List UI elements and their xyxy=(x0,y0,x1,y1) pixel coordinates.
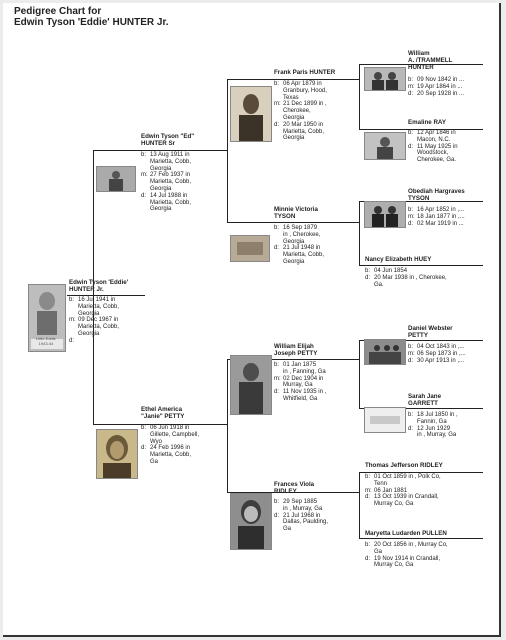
label-born: b: xyxy=(274,362,280,368)
married-value: 19 Apr 1864 in ... xyxy=(417,83,463,90)
connector-line xyxy=(274,359,359,360)
died-value xyxy=(283,389,326,403)
chart-title xyxy=(14,6,169,28)
connector-line xyxy=(141,150,228,151)
name-line: Maryetta Ludarden PULLEN xyxy=(365,530,447,537)
line: in , Cherokee, xyxy=(283,231,321,238)
name-line: HUNTER xyxy=(408,64,434,71)
label-died: d: xyxy=(141,445,147,452)
line: Marietta, Cobb, xyxy=(283,252,325,259)
line: Ga xyxy=(374,548,383,555)
connector-line xyxy=(359,201,360,265)
born-value: 09 Nov 1842 in ... xyxy=(417,77,465,83)
born-value: 04 Jun 1854 xyxy=(374,268,408,274)
line: 21 Jul 1948 in xyxy=(283,245,321,252)
name-line: RIDLEY xyxy=(274,488,297,495)
label-died: d: xyxy=(365,274,371,281)
person-p2-name xyxy=(141,133,194,147)
line: Georgia xyxy=(283,114,305,121)
connector-line xyxy=(359,472,360,538)
name-line: "Janie" PETTY xyxy=(141,413,185,420)
name-line: Daniel Webster xyxy=(408,325,453,332)
born-value xyxy=(417,412,458,426)
person-p5-name xyxy=(274,206,318,220)
born-value xyxy=(150,152,191,172)
person-p10-info xyxy=(408,207,465,227)
died-value: 02 Mar 1919 in ... xyxy=(417,220,464,227)
line: 06 Apr 1879 in xyxy=(283,81,322,87)
connector-line xyxy=(93,424,141,425)
label-married: m: xyxy=(69,317,76,324)
name-line: TYSON xyxy=(274,213,296,220)
line: Marietta, Cobb, xyxy=(150,452,192,459)
photo-p10 xyxy=(364,201,406,228)
born-value xyxy=(283,225,320,245)
line: Gillette, Campbell, xyxy=(150,431,200,438)
line: Granbury, Hood, xyxy=(283,87,327,94)
label-married: m: xyxy=(141,172,148,179)
line: Georgia xyxy=(283,238,305,245)
name-line: TYSON xyxy=(408,195,430,202)
line: 14 Jul 1988 in xyxy=(150,192,188,199)
label-born: b: xyxy=(274,81,280,87)
married-value: 18 Jan 1877 in ,... xyxy=(417,213,465,220)
photo-p13 xyxy=(364,407,406,433)
label-died: d: xyxy=(274,389,280,396)
person-p14-name xyxy=(365,462,443,469)
person-p3-info xyxy=(141,425,199,466)
label-died: d: xyxy=(408,357,414,364)
born-value xyxy=(374,474,441,488)
name-line: Thomas Jefferson RIDLEY xyxy=(365,462,443,469)
label-born: b: xyxy=(274,499,280,505)
line: in , Murray, Ga xyxy=(283,505,323,512)
line: Georgia xyxy=(150,206,172,213)
person-p9-info xyxy=(408,130,458,164)
person-p6-info xyxy=(274,362,326,403)
line: Woodstock, xyxy=(417,150,449,157)
person-p5-info xyxy=(274,225,324,266)
person-p4-name xyxy=(274,69,335,76)
line: Georgia xyxy=(283,258,305,265)
connector-line xyxy=(408,340,483,341)
label-married: m: xyxy=(274,101,281,108)
photo-p5 xyxy=(230,235,270,262)
line: Marietta, Cobb, xyxy=(78,324,120,331)
died-value xyxy=(417,426,456,440)
label-born: b: xyxy=(69,297,75,303)
photo-p9 xyxy=(364,132,406,160)
label-died: d: xyxy=(408,220,414,227)
person-p11-name xyxy=(365,256,431,263)
line: Georgia xyxy=(78,330,100,337)
label-born: b: xyxy=(408,207,414,213)
person-p7-name xyxy=(274,481,314,495)
line: Cherokee, xyxy=(283,108,311,115)
line: 19 Nov 1914 in Crandall, xyxy=(374,555,441,562)
title-line-2: Edwin Tyson 'Eddie' HUNTER Jr. xyxy=(14,17,169,28)
person-p11-info xyxy=(365,268,447,288)
born-value: 04 Oct 1843 in ,... xyxy=(417,344,465,350)
died-value xyxy=(283,513,328,533)
photo-p8 xyxy=(364,67,406,91)
person-p9-name xyxy=(408,119,446,126)
connector-line xyxy=(408,408,483,409)
person-p8-info xyxy=(408,77,464,97)
died-value xyxy=(417,144,458,164)
label-born: b: xyxy=(365,542,371,548)
died-value xyxy=(283,245,324,265)
died-value: 20 Sep 1928 in ... xyxy=(417,90,465,97)
born-value: 16 Apr 1852 in ,... xyxy=(417,207,465,213)
connector-line xyxy=(359,64,360,129)
line: 24 Feb 1996 in xyxy=(150,445,191,452)
married-value xyxy=(283,376,323,390)
born-value xyxy=(78,297,119,317)
line: Marietta, Cobb, xyxy=(283,128,325,135)
label-died: d: xyxy=(274,245,280,252)
line: Murray Co, Ga xyxy=(374,562,414,569)
label-married: m: xyxy=(274,375,281,382)
died-value: 30 Apr 1913 in ,... xyxy=(417,357,465,364)
line: 21 Jul 1968 in xyxy=(283,512,321,519)
connector-line xyxy=(274,222,359,223)
photo-p4 xyxy=(230,86,272,142)
label-born: b: xyxy=(408,130,414,136)
line: Ga. xyxy=(374,281,384,288)
line: 13 Aug 1911 in xyxy=(150,152,190,158)
label-born: b: xyxy=(141,425,147,431)
name-line: Joseph PETTY xyxy=(274,350,318,357)
line: 09 Dec 1967 in xyxy=(78,317,119,324)
born-value xyxy=(417,130,456,144)
died-value xyxy=(374,494,439,508)
line: Fannin, Ga xyxy=(417,418,447,425)
name-line: PETTY xyxy=(408,332,428,339)
person-p4-info xyxy=(274,81,327,142)
person-p15-name xyxy=(365,530,447,537)
name-line: HUNTER Jr. xyxy=(69,286,104,293)
label-born: b: xyxy=(141,152,147,158)
line: 16 Sep 1879 xyxy=(283,225,318,231)
line: Wyo xyxy=(150,438,162,445)
photo-p12 xyxy=(364,339,406,365)
line: 20 Mar 1938 in , Cherokee, xyxy=(374,274,447,281)
person-p3-name xyxy=(141,406,184,420)
married-value xyxy=(150,172,191,192)
connector-line xyxy=(227,79,274,80)
label-married: m: xyxy=(408,350,415,357)
name-line: Ethel America xyxy=(141,406,183,413)
label-born: b: xyxy=(365,474,371,480)
person-p10-name xyxy=(408,188,465,202)
line: in , Fanning, Ga xyxy=(283,368,326,375)
line: Tenn xyxy=(374,480,388,487)
connector-line xyxy=(274,79,359,80)
died-value xyxy=(150,445,191,465)
line: Marietta, Cobb, xyxy=(150,199,192,206)
label-died: d: xyxy=(274,512,280,519)
died-value xyxy=(374,556,440,570)
married-value: 06 Sep 1873 in ,... xyxy=(417,350,466,357)
label-died: d: xyxy=(365,555,371,562)
name-line: Emaline RAY xyxy=(408,119,446,126)
born-value xyxy=(283,499,322,513)
label-died: d: xyxy=(365,494,371,501)
connector-line xyxy=(359,472,483,473)
name-line: Minnie Victoria xyxy=(274,206,318,213)
label-married: m: xyxy=(408,213,415,220)
person-p1-name xyxy=(69,279,128,293)
line: 11 May 1925 in xyxy=(417,143,458,150)
died-value xyxy=(374,275,447,289)
line: 01 Oct 1859 in , Polk Co, xyxy=(374,474,441,480)
line: 16 Jul 1941 in xyxy=(78,297,116,303)
name-line: William Elijah xyxy=(274,343,314,350)
person-p14-info xyxy=(365,474,441,508)
name-line: HUNTER Sr xyxy=(141,140,176,147)
line: Dallas, Paulding, xyxy=(283,519,329,526)
person-p2-info xyxy=(141,152,191,213)
photo-p1-caption xyxy=(30,337,62,346)
died-value xyxy=(283,122,324,142)
name-line: GARRETT xyxy=(408,400,438,407)
label-died: d: xyxy=(274,121,280,128)
line: Whitfield, Ga xyxy=(283,395,318,402)
married-value xyxy=(78,317,119,337)
caption-line-1: Little Eddie xyxy=(36,336,56,341)
label-married: m: xyxy=(365,487,372,494)
label-died: d: xyxy=(408,143,414,150)
line: 21 Dec 1899 in , xyxy=(283,101,327,108)
line: 20 Oct 1856 in , Murray Co, xyxy=(374,542,448,548)
line: Murray, Ga xyxy=(283,382,313,389)
person-p13-name xyxy=(408,393,441,407)
person-p1-info xyxy=(69,297,119,345)
line: 02 Dec 1904 in xyxy=(283,375,324,382)
connector-line xyxy=(359,64,408,65)
person-p13-info xyxy=(408,412,458,439)
name-line: Nancy Elizabeth HUEY xyxy=(365,256,432,263)
line: Marietta, Cobb, xyxy=(150,179,192,186)
married-value: 06 Jan 1881 xyxy=(374,487,408,494)
line: 18 Jul 1850 in , xyxy=(417,412,458,418)
label-born: b: xyxy=(408,344,414,350)
label-died: d: xyxy=(69,337,75,344)
line: Georgia xyxy=(150,185,172,192)
connector-line xyxy=(227,79,228,222)
label-died: d: xyxy=(408,90,414,97)
label-died: d: xyxy=(141,192,147,199)
name-line: Frances Viola xyxy=(274,481,315,488)
line: Georgia xyxy=(150,165,172,172)
caption-line-2: 1943-44 xyxy=(38,340,54,346)
connector-line xyxy=(359,129,408,130)
label-married: m: xyxy=(408,83,415,90)
line: 11 Nov 1935 in , xyxy=(283,389,327,396)
born-value xyxy=(283,362,326,376)
name-line: Edwin Tyson 'Eddie' xyxy=(69,279,129,286)
line: 29 Sep 1885 xyxy=(283,499,318,505)
connector-line xyxy=(67,295,145,296)
person-p12-name xyxy=(408,325,453,339)
name-line: Edwin Tyson "Ed" xyxy=(141,133,195,140)
line: Macon, N.C. xyxy=(417,136,451,143)
born-value xyxy=(150,425,199,445)
label-born: b: xyxy=(408,77,414,83)
connector-line xyxy=(93,150,141,151)
name-line: Obediah Hargraves xyxy=(408,188,465,195)
label-born: b: xyxy=(274,225,280,231)
connector-line xyxy=(359,265,483,266)
photo-p2 xyxy=(96,166,136,192)
line: Murray Co, Ga xyxy=(374,501,414,508)
connector-line xyxy=(227,359,228,492)
line: 13 Oct 1939 in Crandall, xyxy=(374,494,439,501)
person-p6-name xyxy=(274,343,317,357)
born-value xyxy=(283,81,327,101)
line: Marietta, Cobb, xyxy=(150,158,192,165)
person-p8-name xyxy=(408,50,452,71)
name-line: Frank Paris HUNTER xyxy=(274,69,336,76)
line: Marietta, Cobb, xyxy=(78,303,120,310)
line: 12 Apr 1846 in xyxy=(417,130,456,136)
label-born: b: xyxy=(365,268,371,274)
died-value xyxy=(150,193,191,213)
line: Ga xyxy=(150,458,159,465)
person-p15-info xyxy=(365,542,448,569)
connector-line xyxy=(359,340,360,408)
line: 12 Jun 1929 xyxy=(417,425,451,432)
married-value xyxy=(283,101,327,121)
line: 20 Mar 1950 in xyxy=(283,121,324,128)
title-line-1: Pedigree Chart for xyxy=(14,6,102,17)
line: Texas xyxy=(283,94,299,101)
photo-p3 xyxy=(96,429,138,479)
connector-line xyxy=(359,538,483,539)
photo-p6 xyxy=(230,355,272,415)
name-line: A. /TRAMMELL xyxy=(408,57,453,64)
label-died: d: xyxy=(408,425,414,432)
line: Georgia xyxy=(283,135,305,142)
line: 01 Jan 1875 xyxy=(283,362,317,368)
person-p7-info xyxy=(274,499,328,533)
name-line: Sarah Jane xyxy=(408,393,442,400)
photo-p7 xyxy=(230,493,272,550)
born-value xyxy=(374,542,448,556)
line: 06 Jun 1918 in xyxy=(150,425,190,431)
line: Georgia xyxy=(78,310,100,317)
person-p12-info xyxy=(408,344,466,364)
connector-line xyxy=(227,222,274,223)
line: 27 Feb 1937 in xyxy=(150,172,191,179)
line: Ga xyxy=(283,526,292,533)
line: Cherokee, Ga. xyxy=(417,157,457,164)
label-born: b: xyxy=(408,412,414,418)
line: in , Murray, Ga xyxy=(417,432,457,439)
name-line: William xyxy=(408,50,430,57)
